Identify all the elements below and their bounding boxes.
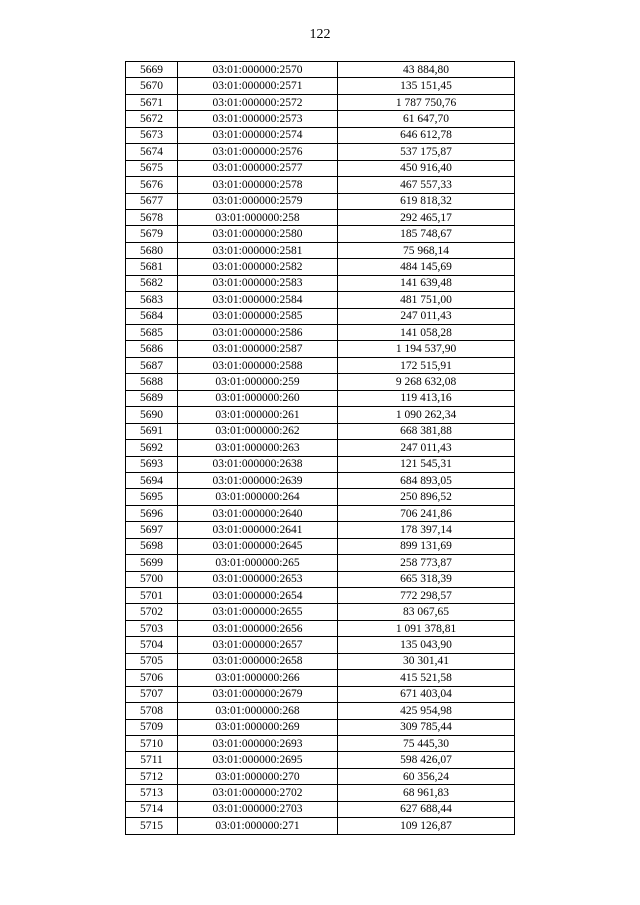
table-row xyxy=(126,571,515,587)
table-row xyxy=(126,620,515,636)
cadastral-number-cell: 03:01:000000:2570 xyxy=(178,62,338,78)
table-row xyxy=(126,94,515,110)
cadastral-value-cell: 671 403,04 xyxy=(338,686,515,702)
row-number-cell: 5715 xyxy=(126,818,178,834)
table-row xyxy=(126,357,515,373)
row-number-cell: 5697 xyxy=(126,522,178,538)
table-row xyxy=(126,144,515,160)
table-row xyxy=(126,341,515,357)
table-row xyxy=(126,768,515,784)
table-row xyxy=(126,752,515,768)
row-number-cell: 5687 xyxy=(126,357,178,373)
table-row xyxy=(126,703,515,719)
cadastral-value-cell: 668 381,88 xyxy=(338,423,515,439)
cadastral-value-table xyxy=(125,61,515,835)
cadastral-value-cell: 135 043,90 xyxy=(338,637,515,653)
table-row xyxy=(126,127,515,143)
cadastral-number-cell: 03:01:000000:260 xyxy=(178,390,338,406)
cadastral-value-cell: 109 126,87 xyxy=(338,818,515,834)
cadastral-number-cell: 03:01:000000:270 xyxy=(178,768,338,784)
row-number-cell: 5693 xyxy=(126,456,178,472)
table-row xyxy=(126,242,515,258)
cadastral-number-cell: 03:01:000000:2577 xyxy=(178,160,338,176)
cadastral-value-cell: 619 818,32 xyxy=(338,193,515,209)
cadastral-value-cell: 1 194 537,90 xyxy=(338,341,515,357)
cadastral-number-cell: 03:01:000000:2658 xyxy=(178,653,338,669)
cadastral-number-cell: 03:01:000000:262 xyxy=(178,423,338,439)
table-row xyxy=(126,801,515,817)
cadastral-value-cell: 467 557,33 xyxy=(338,177,515,193)
table-row xyxy=(126,653,515,669)
table-row xyxy=(126,588,515,604)
cadastral-value-cell: 415 521,58 xyxy=(338,670,515,686)
cadastral-value-cell: 250 896,52 xyxy=(338,489,515,505)
row-number-cell: 5678 xyxy=(126,209,178,225)
row-number-cell: 5682 xyxy=(126,275,178,291)
row-number-cell: 5713 xyxy=(126,785,178,801)
cadastral-value-cell: 1 090 262,34 xyxy=(338,407,515,423)
table-row xyxy=(126,522,515,538)
cadastral-value-cell: 43 884,80 xyxy=(338,62,515,78)
cadastral-value-cell: 135 151,45 xyxy=(338,78,515,94)
cadastral-value-cell: 1 091 378,81 xyxy=(338,620,515,636)
row-number-cell: 5708 xyxy=(126,703,178,719)
cadastral-number-cell: 03:01:000000:2581 xyxy=(178,242,338,258)
cadastral-value-cell: 598 426,07 xyxy=(338,752,515,768)
cadastral-number-cell: 03:01:000000:265 xyxy=(178,555,338,571)
cadastral-value-cell: 61 647,70 xyxy=(338,111,515,127)
cadastral-value-cell: 247 011,43 xyxy=(338,308,515,324)
cadastral-number-cell: 03:01:000000:2586 xyxy=(178,325,338,341)
cadastral-value-cell: 425 954,98 xyxy=(338,703,515,719)
cadastral-number-cell: 03:01:000000:2638 xyxy=(178,456,338,472)
cadastral-number-cell: 03:01:000000:2578 xyxy=(178,177,338,193)
cadastral-number-cell: 03:01:000000:2702 xyxy=(178,785,338,801)
cadastral-value-cell: 309 785,44 xyxy=(338,719,515,735)
table-row xyxy=(126,735,515,751)
row-number-cell: 5677 xyxy=(126,193,178,209)
table-row xyxy=(126,226,515,242)
cadastral-number-cell: 03:01:000000:2587 xyxy=(178,341,338,357)
cadastral-value-cell: 537 175,87 xyxy=(338,144,515,160)
row-number-cell: 5672 xyxy=(126,111,178,127)
cadastral-value-cell: 706 241,86 xyxy=(338,505,515,521)
cadastral-number-cell: 03:01:000000:2641 xyxy=(178,522,338,538)
cadastral-number-cell: 03:01:000000:2588 xyxy=(178,357,338,373)
cadastral-number-cell: 03:01:000000:258 xyxy=(178,209,338,225)
cadastral-value-cell: 119 413,16 xyxy=(338,390,515,406)
row-number-cell: 5695 xyxy=(126,489,178,505)
cadastral-number-cell: 03:01:000000:2656 xyxy=(178,620,338,636)
table-row xyxy=(126,785,515,801)
row-number-cell: 5671 xyxy=(126,94,178,110)
cadastral-number-cell: 03:01:000000:271 xyxy=(178,818,338,834)
cadastral-number-cell: 03:01:000000:2574 xyxy=(178,127,338,143)
table-row xyxy=(126,193,515,209)
cadastral-number-cell: 03:01:000000:2657 xyxy=(178,637,338,653)
row-number-cell: 5712 xyxy=(126,768,178,784)
cadastral-value-cell: 75 445,30 xyxy=(338,735,515,751)
cadastral-value-cell: 484 145,69 xyxy=(338,259,515,275)
row-number-cell: 5691 xyxy=(126,423,178,439)
cadastral-value-cell: 121 545,31 xyxy=(338,456,515,472)
cadastral-number-cell: 03:01:000000:2579 xyxy=(178,193,338,209)
table-row xyxy=(126,719,515,735)
table-row xyxy=(126,505,515,521)
row-number-cell: 5705 xyxy=(126,653,178,669)
cadastral-number-cell: 03:01:000000:2573 xyxy=(178,111,338,127)
cadastral-number-cell: 03:01:000000:2695 xyxy=(178,752,338,768)
table-body xyxy=(126,62,515,835)
row-number-cell: 5670 xyxy=(126,78,178,94)
cadastral-number-cell: 03:01:000000:2654 xyxy=(178,588,338,604)
cadastral-value-cell: 665 318,39 xyxy=(338,571,515,587)
table-row xyxy=(126,407,515,423)
cadastral-value-cell: 141 639,48 xyxy=(338,275,515,291)
table-row xyxy=(126,670,515,686)
row-number-cell: 5694 xyxy=(126,472,178,488)
cadastral-value-cell: 60 356,24 xyxy=(338,768,515,784)
row-number-cell: 5704 xyxy=(126,637,178,653)
row-number-cell: 5700 xyxy=(126,571,178,587)
table-row xyxy=(126,308,515,324)
cadastral-value-cell: 1 787 750,76 xyxy=(338,94,515,110)
cadastral-number-cell: 03:01:000000:269 xyxy=(178,719,338,735)
cadastral-number-cell: 03:01:000000:259 xyxy=(178,374,338,390)
cadastral-value-cell: 9 268 632,08 xyxy=(338,374,515,390)
row-number-cell: 5706 xyxy=(126,670,178,686)
cadastral-number-cell: 03:01:000000:2679 xyxy=(178,686,338,702)
cadastral-number-cell: 03:01:000000:2583 xyxy=(178,275,338,291)
row-number-cell: 5701 xyxy=(126,588,178,604)
row-number-cell: 5714 xyxy=(126,801,178,817)
cadastral-value-cell: 450 916,40 xyxy=(338,160,515,176)
cadastral-value-cell: 68 961,83 xyxy=(338,785,515,801)
table-row xyxy=(126,275,515,291)
cadastral-number-cell: 03:01:000000:2703 xyxy=(178,801,338,817)
cadastral-value-cell: 899 131,69 xyxy=(338,538,515,554)
row-number-cell: 5669 xyxy=(126,62,178,78)
table-row xyxy=(126,160,515,176)
cadastral-value-cell: 772 298,57 xyxy=(338,588,515,604)
row-number-cell: 5675 xyxy=(126,160,178,176)
table-row xyxy=(126,78,515,94)
cadastral-number-cell: 03:01:000000:2582 xyxy=(178,259,338,275)
row-number-cell: 5686 xyxy=(126,341,178,357)
table-row xyxy=(126,538,515,554)
row-number-cell: 5679 xyxy=(126,226,178,242)
row-number-cell: 5680 xyxy=(126,242,178,258)
row-number-cell: 5674 xyxy=(126,144,178,160)
cadastral-number-cell: 03:01:000000:264 xyxy=(178,489,338,505)
table-row xyxy=(126,292,515,308)
row-number-cell: 5681 xyxy=(126,259,178,275)
table-row xyxy=(126,374,515,390)
cadastral-value-cell: 684 893,05 xyxy=(338,472,515,488)
cadastral-number-cell: 03:01:000000:263 xyxy=(178,440,338,456)
row-number-cell: 5709 xyxy=(126,719,178,735)
cadastral-value-cell: 172 515,91 xyxy=(338,357,515,373)
row-number-cell: 5690 xyxy=(126,407,178,423)
table-row xyxy=(126,637,515,653)
cadastral-value-cell: 75 968,14 xyxy=(338,242,515,258)
cadastral-value-cell: 185 748,67 xyxy=(338,226,515,242)
cadastral-value-cell: 83 067,65 xyxy=(338,604,515,620)
row-number-cell: 5683 xyxy=(126,292,178,308)
cadastral-number-cell: 03:01:000000:2572 xyxy=(178,94,338,110)
table-row xyxy=(126,472,515,488)
cadastral-number-cell: 03:01:000000:266 xyxy=(178,670,338,686)
cadastral-value-cell: 141 058,28 xyxy=(338,325,515,341)
cadastral-value-cell: 646 612,78 xyxy=(338,127,515,143)
cadastral-number-cell: 03:01:000000:2571 xyxy=(178,78,338,94)
table-row xyxy=(126,489,515,505)
table-row xyxy=(126,423,515,439)
table-row xyxy=(126,177,515,193)
cadastral-value-cell: 627 688,44 xyxy=(338,801,515,817)
row-number-cell: 5689 xyxy=(126,390,178,406)
cadastral-number-cell: 03:01:000000:2580 xyxy=(178,226,338,242)
page-number: 122 xyxy=(309,27,331,42)
table-row xyxy=(126,111,515,127)
row-number-cell: 5703 xyxy=(126,620,178,636)
cadastral-number-cell: 03:01:000000:261 xyxy=(178,407,338,423)
cadastral-number-cell: 03:01:000000:2645 xyxy=(178,538,338,554)
cadastral-number-cell: 03:01:000000:2693 xyxy=(178,735,338,751)
cadastral-number-cell: 03:01:000000:2639 xyxy=(178,472,338,488)
cadastral-number-cell: 03:01:000000:2655 xyxy=(178,604,338,620)
row-number-cell: 5696 xyxy=(126,505,178,521)
row-number-cell: 5692 xyxy=(126,440,178,456)
row-number-cell: 5676 xyxy=(126,177,178,193)
cadastral-value-cell: 292 465,17 xyxy=(338,209,515,225)
row-number-cell: 5673 xyxy=(126,127,178,143)
row-number-cell: 5698 xyxy=(126,538,178,554)
row-number-cell: 5707 xyxy=(126,686,178,702)
cadastral-number-cell: 03:01:000000:2584 xyxy=(178,292,338,308)
row-number-cell: 5711 xyxy=(126,752,178,768)
cadastral-number-cell: 03:01:000000:2585 xyxy=(178,308,338,324)
cadastral-number-cell: 03:01:000000:268 xyxy=(178,703,338,719)
cadastral-number-cell: 03:01:000000:2576 xyxy=(178,144,338,160)
table-row xyxy=(126,259,515,275)
row-number-cell: 5702 xyxy=(126,604,178,620)
table-row xyxy=(126,209,515,225)
row-number-cell: 5685 xyxy=(126,325,178,341)
table-row xyxy=(126,604,515,620)
row-number-cell: 5710 xyxy=(126,735,178,751)
table-row xyxy=(126,686,515,702)
cadastral-value-cell: 30 301,41 xyxy=(338,653,515,669)
table-row xyxy=(126,62,515,78)
row-number-cell: 5688 xyxy=(126,374,178,390)
row-number-cell: 5684 xyxy=(126,308,178,324)
cadastral-number-cell: 03:01:000000:2653 xyxy=(178,571,338,587)
cadastral-value-cell: 258 773,87 xyxy=(338,555,515,571)
table-row xyxy=(126,456,515,472)
table-row xyxy=(126,555,515,571)
row-number-cell: 5699 xyxy=(126,555,178,571)
table-row xyxy=(126,390,515,406)
table-row xyxy=(126,325,515,341)
cadastral-value-cell: 247 011,43 xyxy=(338,440,515,456)
cadastral-value-cell: 481 751,00 xyxy=(338,292,515,308)
cadastral-value-cell: 178 397,14 xyxy=(338,522,515,538)
table-row xyxy=(126,818,515,834)
table-row xyxy=(126,440,515,456)
cadastral-number-cell: 03:01:000000:2640 xyxy=(178,505,338,521)
